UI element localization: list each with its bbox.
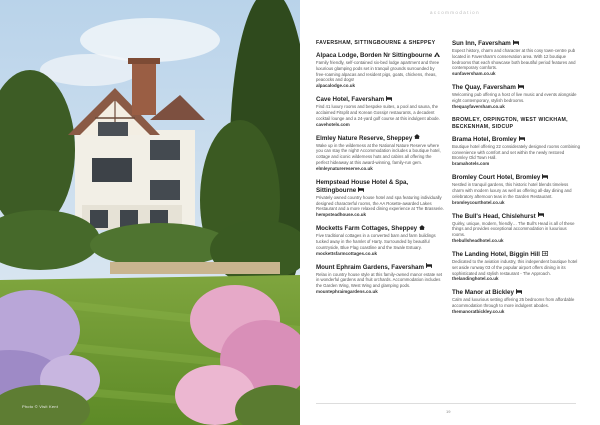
listing-url[interactable]: sunfaversham.co.uk <box>452 71 496 77</box>
running-head: accommodation <box>430 10 480 15</box>
house-icon <box>419 225 425 230</box>
listing-name: Mocketts Farm Cottages, Sheppey <box>316 225 418 233</box>
tent-icon <box>434 52 440 57</box>
listing-name: Brama Hotel, Bromley <box>452 135 517 143</box>
listing-entry <box>452 136 580 167</box>
listing-url[interactable]: cavehotels.com <box>316 121 350 127</box>
listing-name: Cave Hotel, Faversham <box>316 96 385 104</box>
bed-icon <box>518 84 524 89</box>
listing-url[interactable]: thebullsheadhotel.co.uk <box>452 237 504 243</box>
listing-url[interactable]: alpacalodge.co.uk <box>316 83 356 89</box>
listing-name: The Bull's Head, Chislehurst <box>452 212 536 220</box>
listing-url[interactable]: hempsteadhouse.co.uk <box>316 212 367 218</box>
listing-description: Expect history, charm and character at this cosy town-centre pub located in Faversham's conservation area. With 12 boutique bedrooms that each showcase both beautiful period features and contemporary comforts. <box>452 48 576 71</box>
listing-name: Alpaca Lodge, Borden Nr Sittingbourne <box>316 52 433 59</box>
section-heading: FAVERSHAM, SITTINGBOURNE & SHEPPEY <box>316 40 436 46</box>
listing-description: Calm and luxurious setting offering 25 bedrooms from affordable accommodation through to more indulgent abodes. <box>452 297 575 309</box>
listing-name: The Quay, Faversham <box>452 84 516 92</box>
listing-description: Nestled in tranquil gardens, this historic hotel blends timeless charm with modern luxury as well as offering all-day dining and celebratory afternoon teas in the Garden Restaurant. <box>452 182 572 199</box>
footer-rule <box>316 403 576 404</box>
listing-entry <box>316 96 444 127</box>
listing-url[interactable]: bramahotels.com <box>452 161 490 167</box>
bed-icon <box>519 136 525 141</box>
listing-description: Wake up in the wilderness at the National Nature Reserve where you can stay the night! Accommodation includes a boutique hotel, cottage and iconic wilderness huts and cabins all offering the perfect hideaway at this award-winning, family-run gem. <box>316 142 441 165</box>
listing-description: Family friendly, self-contained six-bed lodge apartment and three luxurious glamping pods set in tranquil grounds surrounded by free-roaming alpacas and resident pigs, goats, chickens, rheas, peacocks and dogs! <box>316 60 440 83</box>
listing-entry <box>452 251 580 282</box>
page-number: 19 <box>446 409 451 414</box>
listing-description: Welcoming pub offering a host of live music and events alongside eight contemporary, stylish bedrooms. <box>452 92 577 103</box>
bed-icon <box>516 289 522 294</box>
listing-column-left <box>316 40 444 302</box>
listing-name: Elmley Nature Reserve, Sheppey <box>316 134 413 142</box>
listing-description: Relax in country house style at this family-owned manor estate set in wonderful gardens and fruit orchards. Accommodation includes the Garden Wing, West Wing and glamping pods. <box>316 271 443 289</box>
listing-description: Find 41 luxury rooms and bespoke suites, a pool and sauna, the acclaimed Fitsplit and Korean Gossip! restaurants, a decadent cocktail lounge and a 24-yard golf course at this indulgent abode. <box>316 104 440 121</box>
listing-url[interactable]: mountephraimgardens.co.uk <box>316 288 378 294</box>
listing-description: Five traditional cottages in a converted barn and farm buildings tucked away in the hamlet of Harty. Surrounded by beautiful countryside, Blue Flag coastline and the Swale Estuary. <box>316 233 436 250</box>
bed-icon <box>386 96 392 101</box>
listing-name: Sun Inn, Faversham <box>452 40 511 47</box>
bed-icon <box>426 263 432 268</box>
listing-url[interactable]: bromleycourthotel.co.uk <box>452 199 505 205</box>
listing-entry <box>316 52 444 89</box>
listing-description: Boutique hotel offering 22 considerately designed rooms combining convenience with comfort and set within the newly restored Bromley Old Town Hall. <box>452 143 580 161</box>
listing-entry <box>316 179 444 218</box>
listing-entry <box>316 225 444 256</box>
listing-url[interactable]: mockettsfarmcottages.co.uk <box>316 250 378 256</box>
listing-description: Privately owned country house hotel and spa featuring individually designed characterful rooms, the AA Rosette-awarded Lakes Restaurant and a more relaxed dining experience at The Brasserie. <box>316 194 444 212</box>
photo-credit: Photo © Visit Kent <box>22 404 59 409</box>
listing-entry <box>452 84 580 110</box>
listing-url[interactable]: thelandinghotel.co.uk <box>452 276 499 282</box>
bed-icon <box>538 212 544 217</box>
listing-url[interactable]: thequayfaversham.co.uk <box>452 103 505 109</box>
listing-url[interactable]: themanoratbickley.co.uk <box>452 308 505 314</box>
bed-icon <box>358 187 364 192</box>
listing-entry <box>452 40 580 77</box>
bed-icon <box>513 40 519 45</box>
listing-entry <box>316 135 444 172</box>
listing-name: Bromley Court Hotel, Bromley <box>452 174 541 182</box>
listing-entry <box>452 289 580 315</box>
listing-entry <box>452 213 580 244</box>
house-icon <box>414 134 420 139</box>
listing-entry <box>316 264 444 295</box>
listing-description: Quirky, unique, modern, friendly… The Bull's Head is all of these things and provides exceptional accommodation in luxurious rooms. <box>452 220 575 238</box>
listing-url[interactable]: elmleynaturereserve.co.uk <box>316 165 373 171</box>
section-heading: BROMLEY, ORPINGTON, WEST WICKHAM, BECKENHAM, SIDCUP <box>452 116 568 130</box>
plane-icon <box>542 251 548 256</box>
listing-description: Dedicated to the aviation industry, this independent boutique hotel set aside runway 03 of the popular airport offers dining in its sophisticated and stylish restaurant - The Approach. <box>452 258 578 276</box>
listing-name: Mount Ephraim Gardens, Faversham <box>316 263 424 271</box>
listing-column-right <box>452 40 580 322</box>
bed-icon <box>542 174 548 179</box>
listing-entry <box>452 174 580 205</box>
listing-name: Hempstead House Hotel & Spa, Sittingbourne <box>316 178 409 194</box>
listing-name: The Landing Hotel, Biggin Hill <box>452 250 540 258</box>
listing-name: The Manor at Bickley <box>452 289 514 297</box>
